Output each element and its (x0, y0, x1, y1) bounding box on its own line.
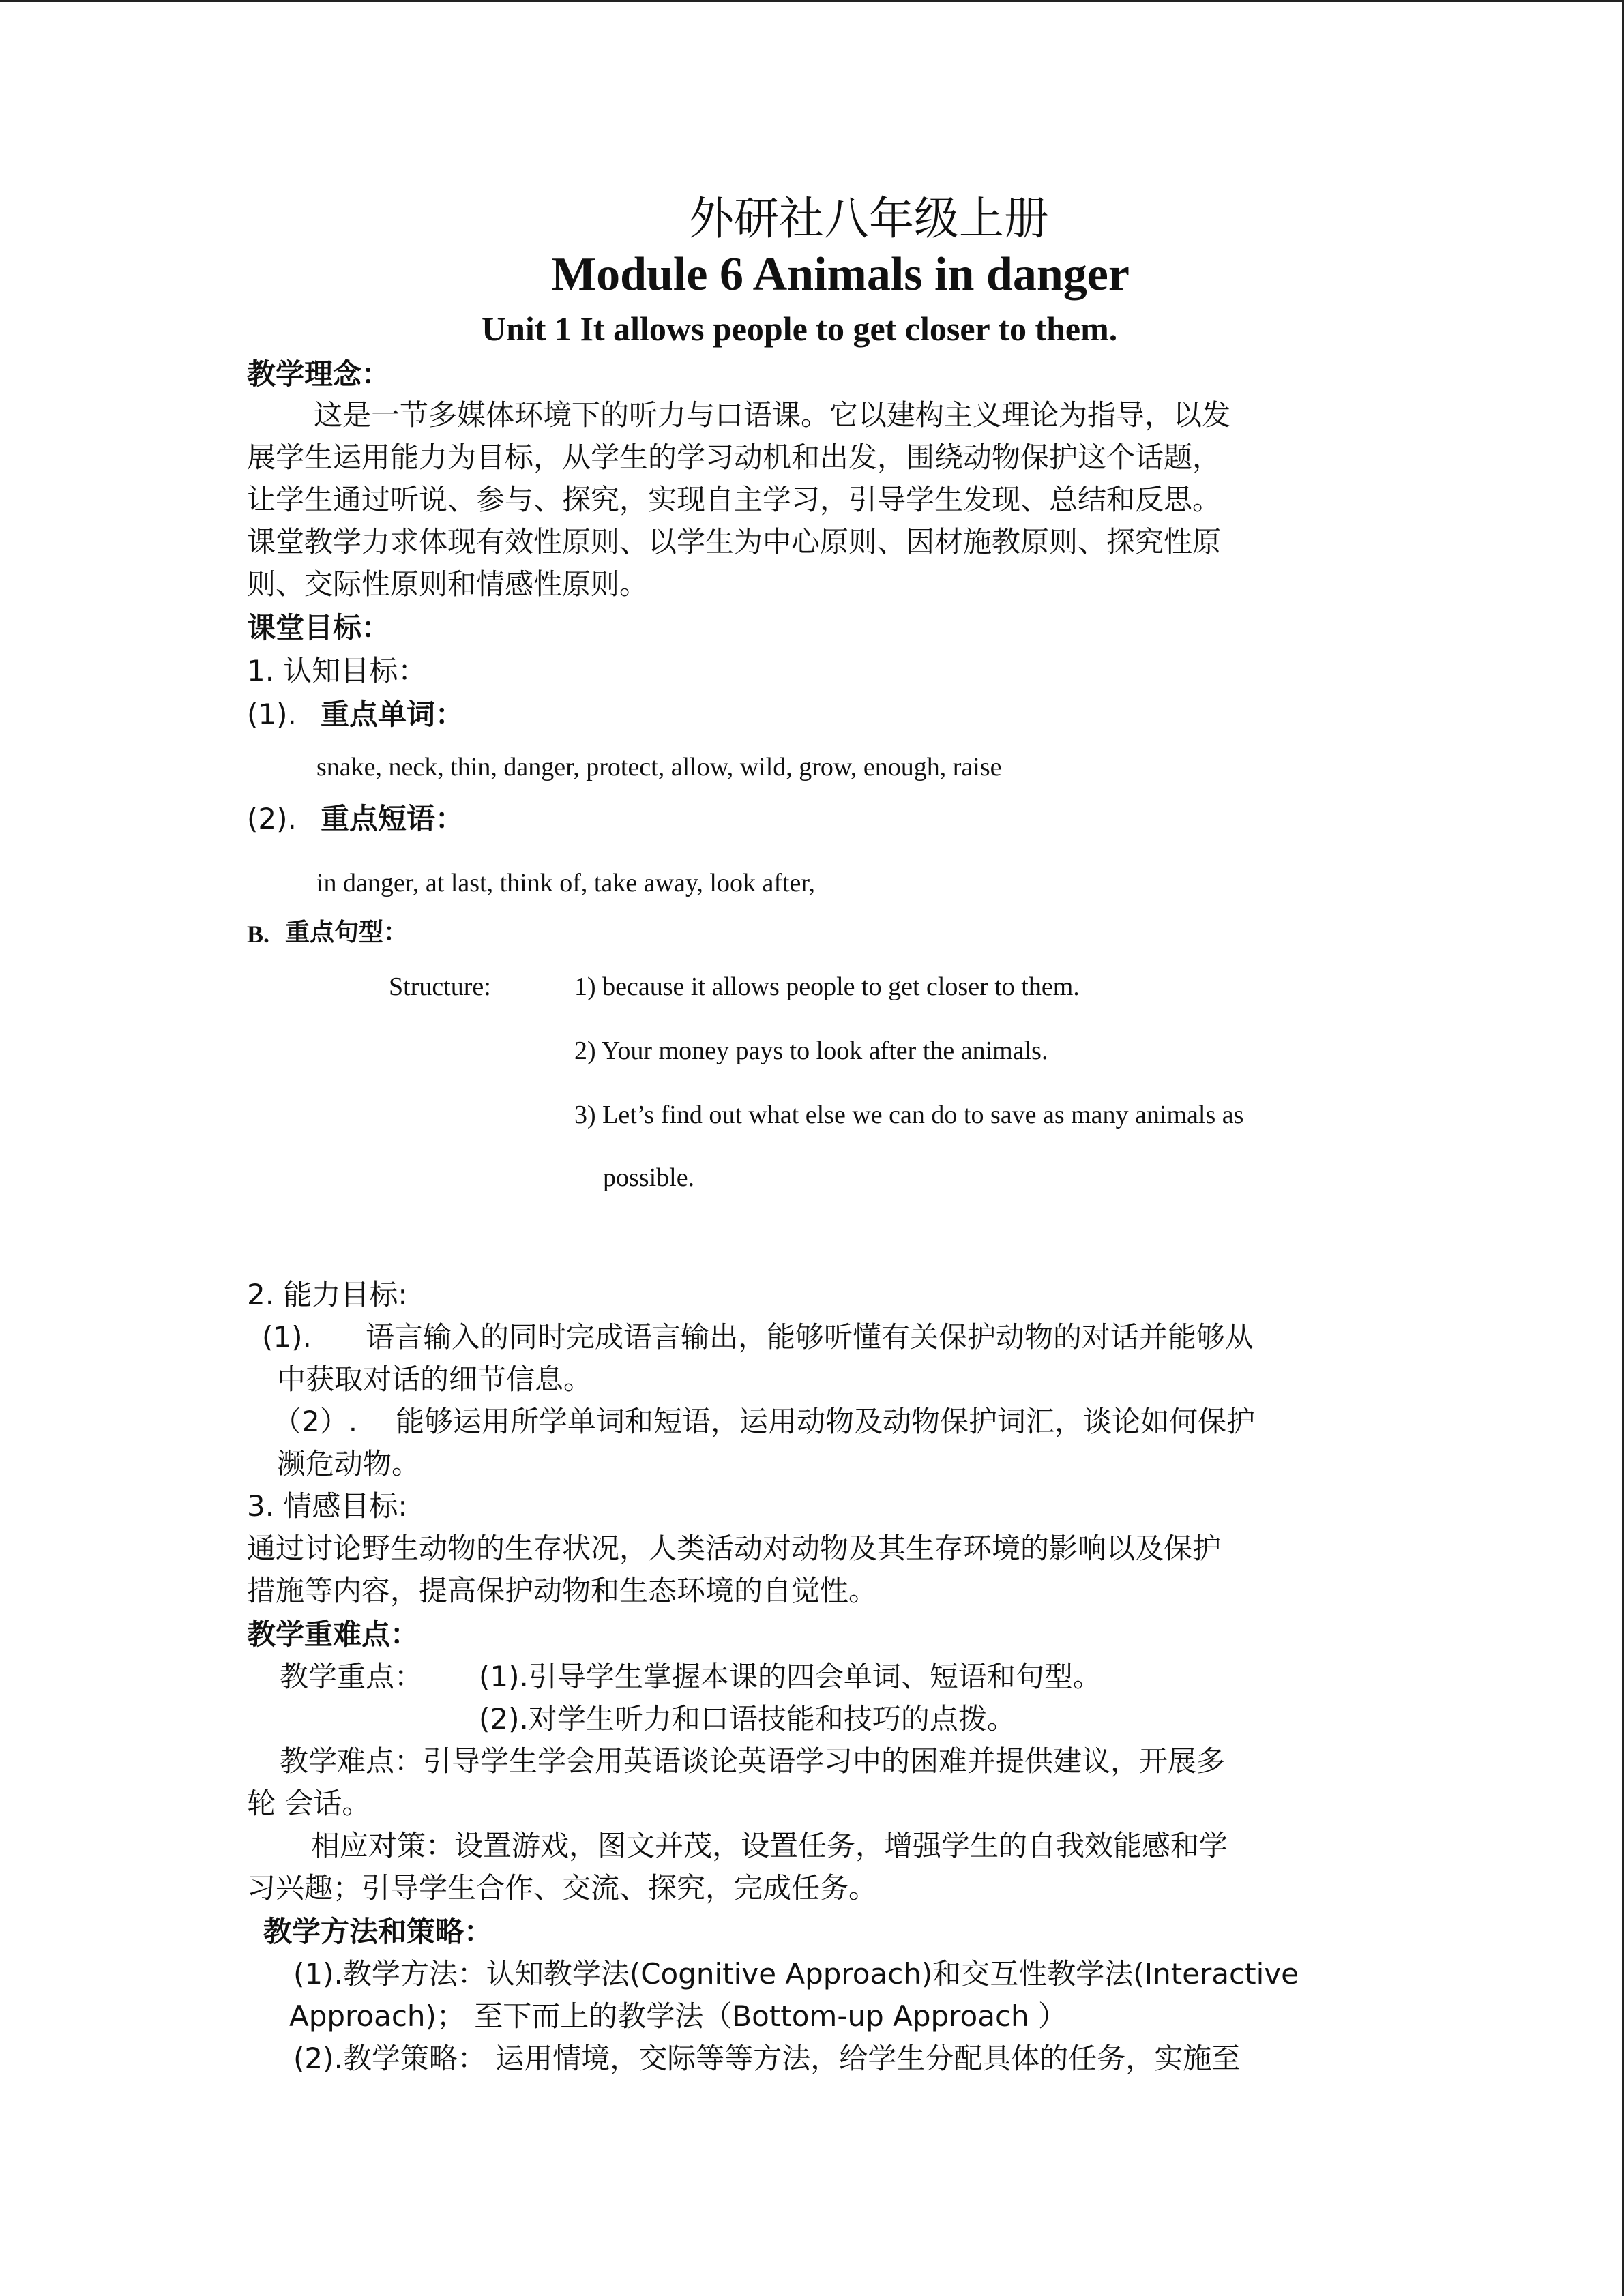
focus-item: (1).引导学生掌握本课的四会单词、短语和句型。 (479, 1660, 1102, 1693)
difficulty-text: 轮 会话。 (247, 1787, 371, 1820)
philosophy-heading: 教学理念： (247, 357, 391, 391)
method-strategy-text: (2).教学策略： 运用情境，交际等等方法，给学生分配具体的任务，实施至 (293, 2042, 1241, 2075)
structure-sentence: 1) because it allows people to get closer to them. (574, 972, 1080, 1001)
phrases-label: 重点短语： (321, 802, 464, 835)
sentences-label: 重点句型： (285, 919, 409, 946)
emotion-text: 措施等内容，提高保护动物和生态环境的自觉性。 (247, 1574, 878, 1607)
title-english: Module 6 Animals in danger (551, 248, 1130, 301)
ability-title: 2. 能力目标: (247, 1278, 408, 1311)
emotion-text: 通过讨论野生动物的生存状况，人类活动对动物及其生存环境的影响以及保护 (247, 1532, 1222, 1565)
methods-heading: 教学方法和策略： (263, 1915, 493, 1948)
ability-item-text: 语言输入的同时完成语言输出，能够听懂有关保护动物的对话并能够从 (366, 1320, 1254, 1354)
structure-sentence: 3) Let’s find out what else we can do to save as many animals as (574, 1101, 1244, 1129)
title-chinese: 外研社八年级上册 (689, 192, 1049, 245)
key-phrases: in danger, at last, think of, take away, look after, (316, 869, 816, 897)
structure-sentence: 2) Your money pays to look after the animals. (574, 1037, 1048, 1065)
philosophy-line: 让学生通过听说、参与、探究，实现自主学习，引导学生发现、总结和反思。 (247, 483, 1222, 516)
key-words: snake, neck, thin, danger, protect, allow, wild, grow, enough, raise (316, 753, 1002, 781)
philosophy-line: 这是一节多媒体环境下的听力与口语课。它以建构主义理论为指导，以发 (314, 398, 1231, 432)
philosophy-line: 展学生运用能力为目标，从学生的学习动机和出发，围绕动物保护这个话题， (247, 441, 1222, 474)
cognitive-title: 1. 认知目标： (247, 654, 427, 687)
ability-item-text: 濒危动物。 (277, 1447, 421, 1480)
difficulty-text: 教学难点：引导学生学会用英语谈论英语学习中的困难并提供建议，开展多 (280, 1744, 1226, 1778)
philosophy-line: 课堂教学力求体现有效性原则、以学生为中心原则、因材施教原则、探究性原 (247, 525, 1222, 558)
focus-item: (2).对学生听力和口语技能和技巧的点拨。 (479, 1702, 1016, 1735)
strategy-text: 相应对策：设置游戏，图文并茂，设置任务，增强学生的自我效能感和学 (311, 1829, 1228, 1862)
words-label: 重点单词： (321, 698, 464, 731)
sentences-label-letter: B. (247, 921, 270, 948)
structure-label: Structure: (389, 972, 491, 1001)
phrases-label-number: (2). (247, 802, 297, 835)
objectives-heading: 课堂目标： (247, 611, 391, 644)
page-border-top (0, 0, 1624, 2)
method-text: Approach)； 至下而上的教学法（Bottom-up Approach ） (289, 1999, 1067, 2033)
focus-label: 教学重点： (280, 1660, 424, 1693)
ability-item-text: 能够运用所学单词和短语，运用动物及动物保护词汇，谈论如何保护 (396, 1405, 1256, 1438)
ability-item-text: 中获取对话的细节信息。 (277, 1362, 593, 1396)
key-points-heading: 教学重难点： (247, 1617, 419, 1651)
ability-item-number: (1). (262, 1320, 312, 1354)
structure-sentence-continuation: possible. (603, 1163, 695, 1192)
method-text: (1).教学方法：认知教学法(Cognitive Approach)和交互性教学法(Interactive (293, 1957, 1299, 1991)
words-label-number: (1). (247, 698, 297, 731)
emotion-title: 3. 情感目标: (247, 1489, 408, 1523)
philosophy-line: 则、交际性原则和情感性原则。 (247, 567, 649, 601)
ability-item-number: （2）. (273, 1405, 358, 1438)
unit-subtitle: Unit 1 It allows people to get closer to them. (482, 310, 1118, 348)
strategy-text: 习兴趣；引导学生合作、交流、探究，完成任务。 (247, 1871, 878, 1905)
